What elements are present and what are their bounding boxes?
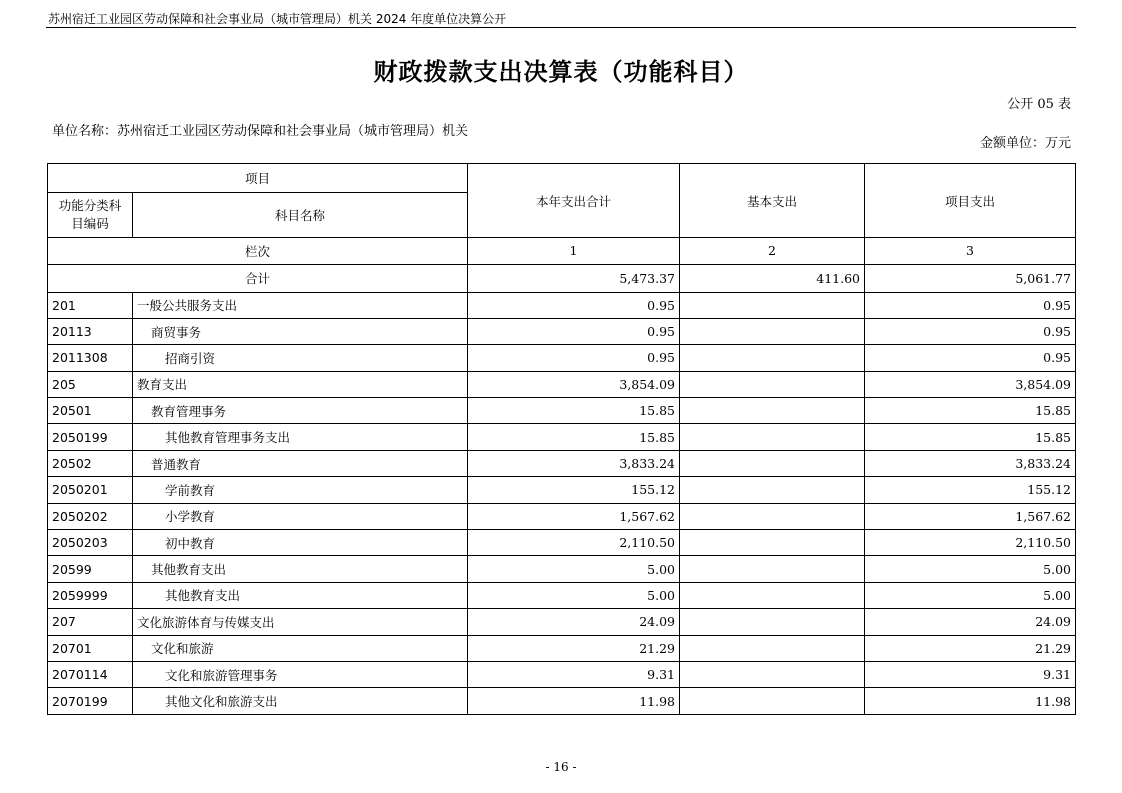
table-row [48, 450, 1076, 476]
table-row [48, 345, 1076, 371]
row-code: 201 [48, 292, 133, 318]
row-code: 2050199 [48, 424, 133, 450]
table-code: 公开 05 表 [1007, 97, 1071, 112]
row-basic [680, 450, 865, 476]
row-project: 15.85 [865, 424, 1076, 450]
row-name: 商贸事务 [133, 318, 468, 344]
row-code: 20701 [48, 635, 133, 661]
row-basic [680, 477, 865, 503]
header-total: 本年支出合计 [468, 164, 680, 238]
row-basic [680, 530, 865, 556]
row-total: 3,833.24 [468, 450, 680, 476]
row-name: 文化和旅游 [133, 635, 468, 661]
table-row [48, 582, 1076, 608]
row-project: 5.00 [865, 556, 1076, 582]
table-row [48, 398, 1076, 424]
table-row [48, 609, 1076, 635]
table-row [48, 688, 1076, 714]
row-total: 155.12 [468, 477, 680, 503]
row-code: 2070114 [48, 661, 133, 687]
total-basic: 411.60 [680, 264, 865, 292]
header-basic: 基本支出 [680, 164, 865, 238]
table-row [48, 661, 1076, 687]
header-project: 项目支出 [865, 164, 1076, 238]
row-code: 20599 [48, 556, 133, 582]
row-name: 学前教育 [133, 477, 468, 503]
row-name: 文化和旅游管理事务 [133, 661, 468, 687]
amount-unit: 金额单位：万元 [979, 136, 1071, 151]
row-name: 教育支出 [133, 371, 468, 397]
row-name: 文化旅游体育与传媒支出 [133, 609, 468, 635]
expenditure-table [47, 163, 1076, 715]
row-name: 一般公共服务支出 [133, 292, 468, 318]
row-basic [680, 292, 865, 318]
row-total: 0.95 [468, 345, 680, 371]
column-index-1: 1 [468, 238, 680, 265]
row-code: 205 [48, 371, 133, 397]
row-project: 0.95 [865, 292, 1076, 318]
row-total: 1,567.62 [468, 503, 680, 529]
column-index-label: 栏次 [48, 238, 468, 265]
row-basic [680, 371, 865, 397]
row-name: 招商引资 [133, 345, 468, 371]
row-name: 教育管理事务 [133, 398, 468, 424]
row-name: 其他教育管理事务支出 [133, 424, 468, 450]
table-row [48, 556, 1076, 582]
row-code: 20502 [48, 450, 133, 476]
unit-name: 单位名称：苏州宿迁工业园区劳动保障和社会事业局（城市管理局）机关 [52, 124, 469, 139]
row-code: 20113 [48, 318, 133, 344]
row-name: 其他文化和旅游支出 [133, 688, 468, 714]
row-total: 24.09 [468, 609, 680, 635]
row-total: 5.00 [468, 582, 680, 608]
page-title: 财政拨款支出决算表（功能科目） [373, 58, 749, 86]
page-number: - 16 - [545, 760, 577, 774]
row-name: 小学教育 [133, 503, 468, 529]
row-basic [680, 609, 865, 635]
row-total: 0.95 [468, 292, 680, 318]
total-label: 合计 [48, 264, 468, 292]
row-total: 15.85 [468, 398, 680, 424]
row-name: 初中教育 [133, 530, 468, 556]
header-name: 科目名称 [133, 193, 468, 238]
row-total: 5.00 [468, 556, 680, 582]
header-item: 项目 [48, 164, 468, 193]
table-row [48, 371, 1076, 397]
table-row [48, 530, 1076, 556]
row-basic [680, 503, 865, 529]
running-header: 苏州宿迁工业园区劳动保障和社会事业局（城市管理局）机关 2024 年度单位决算公开 [48, 12, 507, 26]
column-index-2: 2 [680, 238, 865, 265]
row-total: 0.95 [468, 318, 680, 344]
row-project: 24.09 [865, 609, 1076, 635]
row-code: 2011308 [48, 345, 133, 371]
header-row [48, 164, 1076, 193]
row-project: 2,110.50 [865, 530, 1076, 556]
row-code: 2050203 [48, 530, 133, 556]
row-project: 0.95 [865, 345, 1076, 371]
row-project: 21.29 [865, 635, 1076, 661]
table-row [48, 635, 1076, 661]
row-basic [680, 424, 865, 450]
row-name: 其他教育支出 [133, 582, 468, 608]
row-basic [680, 318, 865, 344]
row-total: 2,110.50 [468, 530, 680, 556]
total-amount: 5,473.37 [468, 264, 680, 292]
column-index-3: 3 [865, 238, 1076, 265]
row-code: 2070199 [48, 688, 133, 714]
column-index-row [48, 238, 1076, 265]
table-row [48, 292, 1076, 318]
row-total: 21.29 [468, 635, 680, 661]
row-name: 普通教育 [133, 450, 468, 476]
row-code: 2050202 [48, 503, 133, 529]
table-row [48, 318, 1076, 344]
row-project: 1,567.62 [865, 503, 1076, 529]
row-total: 15.85 [468, 424, 680, 450]
row-project: 9.31 [865, 661, 1076, 687]
row-project: 155.12 [865, 477, 1076, 503]
row-basic [680, 582, 865, 608]
total-row [48, 264, 1076, 292]
row-total: 9.31 [468, 661, 680, 687]
row-basic [680, 635, 865, 661]
row-basic [680, 688, 865, 714]
header-divider [46, 27, 1076, 28]
row-basic [680, 345, 865, 371]
total-project: 5,061.77 [865, 264, 1076, 292]
row-basic [680, 661, 865, 687]
row-project: 3,854.09 [865, 371, 1076, 397]
row-total: 11.98 [468, 688, 680, 714]
row-project: 11.98 [865, 688, 1076, 714]
row-project: 5.00 [865, 582, 1076, 608]
row-code: 2059999 [48, 582, 133, 608]
row-code: 20501 [48, 398, 133, 424]
row-basic [680, 556, 865, 582]
row-name: 其他教育支出 [133, 556, 468, 582]
row-project: 15.85 [865, 398, 1076, 424]
row-basic [680, 398, 865, 424]
row-code: 2050201 [48, 477, 133, 503]
row-project: 0.95 [865, 318, 1076, 344]
table-row [48, 424, 1076, 450]
row-project: 3,833.24 [865, 450, 1076, 476]
row-total: 3,854.09 [468, 371, 680, 397]
row-code: 207 [48, 609, 133, 635]
table-row [48, 503, 1076, 529]
table-row [48, 477, 1076, 503]
header-code: 功能分类科目编码 [48, 193, 133, 238]
